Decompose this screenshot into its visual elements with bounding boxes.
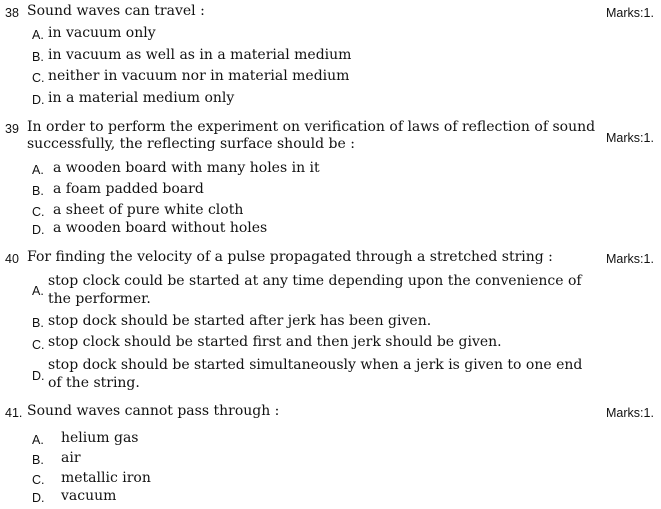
option-label-c: C. [32,473,45,487]
option-text-b[interactable]: stop dock should be started after jerk has been given. [48,313,432,329]
option-label-a: A. [32,284,44,298]
option-label-a: A. [32,433,44,447]
question-number: 38 [5,6,19,20]
option-label-c: C. [32,338,45,352]
option-text-c[interactable]: metallic iron [61,470,151,486]
option-label-c: C. [32,205,45,219]
option-text-d[interactable]: a wooden board without holes [53,220,268,236]
option-text-a[interactable]: in vacuum only [48,25,156,41]
option-label-a: A. [32,163,44,177]
option-text-b[interactable]: air [61,450,81,466]
option-label-d: D. [32,223,45,237]
option-text-c[interactable]: neither in vacuum nor in material medium [48,68,350,84]
question-number: 41. [5,406,23,420]
option-text-a[interactable]: stop clock could be started at any time depending upon the convenience of the performer. [48,273,582,307]
option-label-b: B. [32,316,44,330]
option-label-b: B. [32,453,44,467]
marks-label: Marks:1. [606,6,654,20]
question-text: For finding the velocity of a pulse propagated through a stretched string : [27,249,553,265]
option-label-c: C. [32,71,45,85]
option-text-a[interactable]: helium gas [61,430,139,446]
option-label-d: D. [32,369,45,383]
question-text: Sound waves cannot pass through : [27,403,280,419]
option-label-d: D. [32,491,45,505]
option-text-c[interactable]: stop clock should be started first and then jerk should be given. [48,334,502,350]
marks-label: Marks:1. [606,252,654,266]
option-label-b: B. [32,50,44,64]
option-text-d[interactable]: in a material medium only [48,90,235,106]
option-text-b[interactable]: a foam padded board [53,181,204,197]
option-text-d[interactable]: vacuum [61,488,117,504]
option-text-d[interactable]: stop dock should be started simultaneously when a jerk is given to one end of the string. [48,357,583,391]
question-text: In order to perform the experiment on verification of laws of reflection of sound successfully, the reflecting surface should be : [27,119,596,152]
question-number: 40 [5,252,19,266]
option-text-a[interactable]: a wooden board with many holes in it [53,160,320,176]
option-text-c[interactable]: a sheet of pure white cloth [53,202,244,218]
question-text: Sound waves can travel : [27,3,205,19]
option-label-d: D. [32,93,45,107]
option-text-b[interactable]: in vacuum as well as in a material medium [48,47,352,63]
marks-label: Marks:1. [606,131,654,145]
marks-label: Marks:1. [606,406,654,420]
question-number: 39 [5,122,19,136]
option-label-b: B. [32,184,44,198]
option-label-a: A. [32,28,44,42]
